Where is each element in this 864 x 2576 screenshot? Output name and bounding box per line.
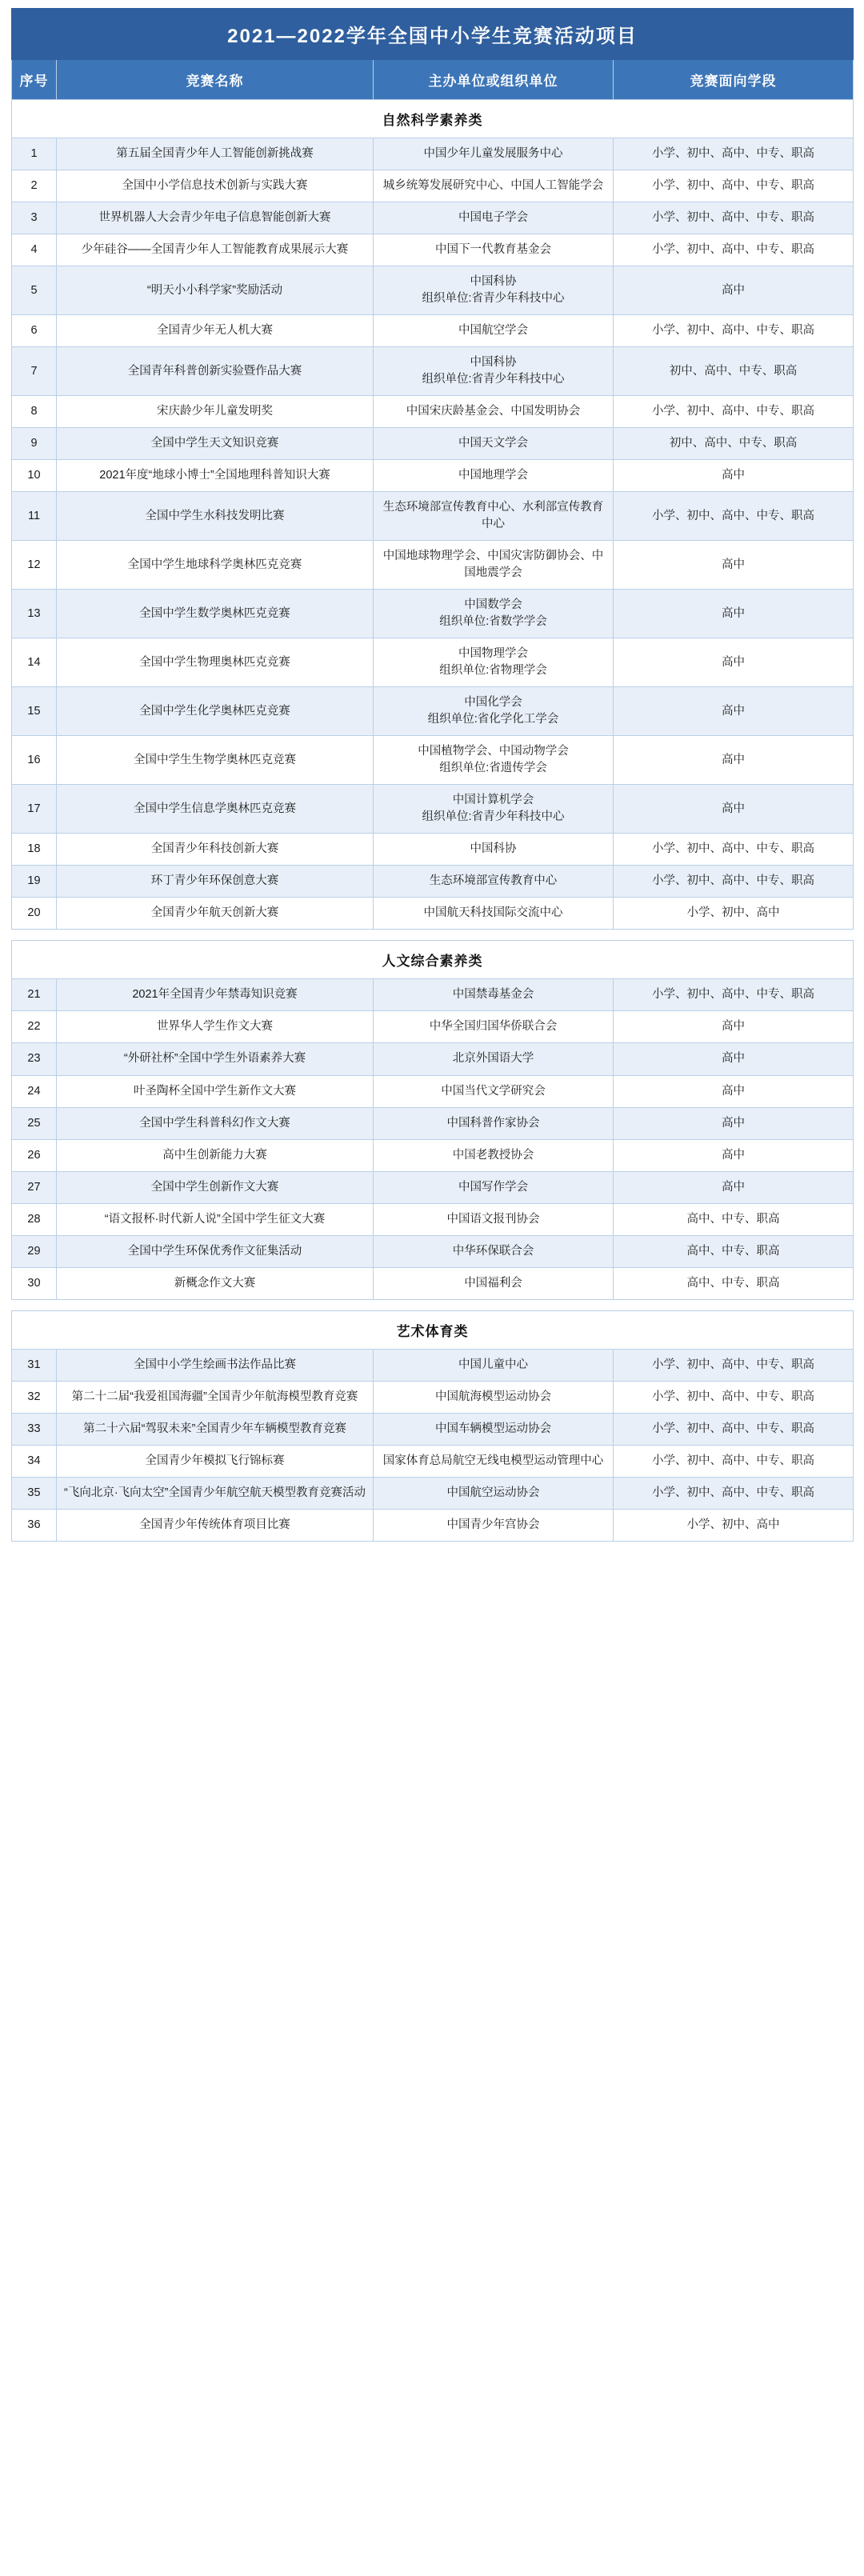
cell-面向学段: 小学、初中、高中、中专、职高: [614, 492, 854, 541]
cell-序号: 5: [12, 266, 57, 315]
cell-序号: 10: [12, 460, 57, 492]
cell-面向学段: 高中: [614, 1043, 854, 1075]
cell-序号: 19: [12, 866, 57, 898]
cell-竞赛名称: 全国中小学生绘画书法作品比赛: [57, 1349, 374, 1381]
cell-序号: 29: [12, 1235, 57, 1267]
cell-序号: 16: [12, 736, 57, 785]
table-row: [12, 428, 854, 460]
cell-主办单位: 北京外国语大学: [374, 1043, 614, 1075]
cell-面向学段: 高中: [614, 1171, 854, 1203]
cell-竞赛名称: 2021年全国青少年禁毒知识竞赛: [57, 979, 374, 1011]
table-row: [12, 1107, 854, 1139]
cell-序号: 14: [12, 638, 57, 687]
cell-主办单位: 生态环境部宣传教育中心: [374, 866, 614, 898]
cell-序号: 26: [12, 1139, 57, 1171]
column-header-stage: 竞赛面向学段: [614, 60, 854, 100]
section-heading: 艺术体育类: [12, 1310, 854, 1349]
cell-面向学段: 高中: [614, 266, 854, 315]
section-heading: 自然科学素养类: [12, 100, 854, 138]
cell-主办单位: 中国写作学会: [374, 1171, 614, 1203]
cell-主办单位: 中国老教授协会: [374, 1139, 614, 1171]
cell-主办单位: 中国当代文学研究会: [374, 1075, 614, 1107]
cell-竞赛名称: 宋庆龄少年儿童发明奖: [57, 396, 374, 428]
cell-竞赛名称: “明天小小科学家”奖励活动: [57, 266, 374, 315]
cell-主办单位: 国家体育总局航空无线电模型运动管理中心: [374, 1445, 614, 1477]
cell-竞赛名称: 全国中学生科普科幻作文大赛: [57, 1107, 374, 1139]
section-heading-row: [12, 100, 854, 138]
cell-竞赛名称: 世界华人学生作文大赛: [57, 1011, 374, 1043]
cell-序号: 35: [12, 1477, 57, 1509]
cell-面向学段: 小学、初中、高中、中专、职高: [614, 202, 854, 234]
cell-竞赛名称: 全国青少年模拟飞行锦标赛: [57, 1445, 374, 1477]
cell-主办单位: 城乡统筹发展研究中心、中国人工智能学会: [374, 170, 614, 202]
cell-主办单位: 中国航空学会: [374, 315, 614, 347]
cell-序号: 22: [12, 1011, 57, 1043]
competition-table: [11, 8, 854, 1542]
cell-面向学段: 初中、高中、中专、职高: [614, 428, 854, 460]
table-row: [12, 1235, 854, 1267]
table-row: [12, 1075, 854, 1107]
cell-主办单位: 中国禁毒基金会: [374, 979, 614, 1011]
cell-竞赛名称: 少年硅谷——全国青少年人工智能教育成果展示大赛: [57, 234, 374, 266]
cell-竞赛名称: “飞向北京·飞向太空”全国青少年航空航天模型教育竞赛活动: [57, 1477, 374, 1509]
cell-面向学段: 高中: [614, 736, 854, 785]
cell-竞赛名称: 全国中学生水科技发明比赛: [57, 492, 374, 541]
cell-序号: 12: [12, 541, 57, 590]
cell-竞赛名称: 全国中学生化学奥林匹克竞赛: [57, 687, 374, 736]
cell-面向学段: 高中: [614, 687, 854, 736]
table-row: [12, 1349, 854, 1381]
cell-序号: 25: [12, 1107, 57, 1139]
cell-主办单位: 中国计算机学会 组织单位:省青少年科技中心: [374, 785, 614, 834]
table-row: [12, 1381, 854, 1413]
cell-竞赛名称: 全国中学生信息学奥林匹克竞赛: [57, 785, 374, 834]
table-body: [12, 9, 854, 100]
cell-竞赛名称: “语文报杯·时代新人说”全国中学生征文大赛: [57, 1203, 374, 1235]
cell-面向学段: 高中: [614, 541, 854, 590]
cell-主办单位: 中国数学会 组织单位:省数学学会: [374, 590, 614, 638]
cell-序号: 1: [12, 138, 57, 170]
cell-面向学段: 高中: [614, 1139, 854, 1171]
table-header-row: [12, 60, 854, 100]
cell-面向学段: 高中: [614, 1107, 854, 1139]
cell-序号: 15: [12, 687, 57, 736]
cell-面向学段: 高中: [614, 785, 854, 834]
cell-主办单位: 中国天文学会: [374, 428, 614, 460]
section-spacer-cell: [12, 930, 854, 941]
cell-竞赛名称: 全国青少年航天创新大赛: [57, 898, 374, 930]
cell-主办单位: 中国电子学会: [374, 202, 614, 234]
cell-面向学段: 小学、初中、高中、中专、职高: [614, 979, 854, 1011]
column-header-no: 序号: [12, 60, 57, 100]
cell-序号: 24: [12, 1075, 57, 1107]
section-spacer: [12, 930, 854, 941]
cell-序号: 4: [12, 234, 57, 266]
cell-面向学段: 小学、初中、高中、中专、职高: [614, 1477, 854, 1509]
table-row: [12, 170, 854, 202]
cell-面向学段: 高中: [614, 590, 854, 638]
cell-竞赛名称: 全国青年科普创新实验暨作品大赛: [57, 347, 374, 396]
cell-竞赛名称: 全国中学生环保优秀作文征集活动: [57, 1235, 374, 1267]
table-row: [12, 234, 854, 266]
cell-序号: 32: [12, 1381, 57, 1413]
cell-竞赛名称: 全国中小学信息技术创新与实践大赛: [57, 170, 374, 202]
cell-序号: 31: [12, 1349, 57, 1381]
cell-面向学段: 小学、初中、高中、中专、职高: [614, 866, 854, 898]
cell-竞赛名称: 全国中学生生物学奥林匹克竞赛: [57, 736, 374, 785]
table-row: [12, 1203, 854, 1235]
cell-竞赛名称: 全国中学生数学奥林匹克竞赛: [57, 590, 374, 638]
table-row: [12, 1413, 854, 1445]
cell-竞赛名称: 全国中学生物理奥林匹克竞赛: [57, 638, 374, 687]
table-row: [12, 638, 854, 687]
cell-竞赛名称: 全国中学生创新作文大赛: [57, 1171, 374, 1203]
document-title-row: [12, 9, 854, 60]
cell-主办单位: 中国宋庆龄基金会、中国发明协会: [374, 396, 614, 428]
table-row: [12, 590, 854, 638]
cell-序号: 34: [12, 1445, 57, 1477]
cell-面向学段: 小学、初中、高中: [614, 1509, 854, 1541]
section-heading-row: [12, 941, 854, 979]
cell-主办单位: 中国科协 组织单位:省青少年科技中心: [374, 347, 614, 396]
cell-面向学段: 小学、初中、高中、中专、职高: [614, 234, 854, 266]
table-row: [12, 315, 854, 347]
cell-面向学段: 高中、中专、职高: [614, 1203, 854, 1235]
cell-主办单位: 中国青少年宫协会: [374, 1509, 614, 1541]
cell-序号: 23: [12, 1043, 57, 1075]
cell-面向学段: 小学、初中、高中、中专、职高: [614, 170, 854, 202]
cell-序号: 18: [12, 834, 57, 866]
cell-序号: 33: [12, 1413, 57, 1445]
cell-面向学段: 小学、初中、高中: [614, 898, 854, 930]
cell-序号: 3: [12, 202, 57, 234]
cell-竞赛名称: 世界机器人大会青少年电子信息智能创新大赛: [57, 202, 374, 234]
cell-主办单位: 中国下一代教育基金会: [374, 234, 614, 266]
cell-面向学段: 小学、初中、高中、中专、职高: [614, 138, 854, 170]
cell-竞赛名称: 全国青少年传统体育项目比赛: [57, 1509, 374, 1541]
cell-面向学段: 初中、高中、中专、职高: [614, 347, 854, 396]
cell-主办单位: 中国福利会: [374, 1267, 614, 1299]
cell-竞赛名称: 第二十二届“我爱祖国海疆”全国青少年航海模型教育竞赛: [57, 1381, 374, 1413]
table-row: [12, 138, 854, 170]
cell-竞赛名称: 2021年度“地球小博士”全国地理科普知识大赛: [57, 460, 374, 492]
cell-主办单位: 中国语文报刊协会: [374, 1203, 614, 1235]
cell-主办单位: 生态环境部宣传教育中心、水利部宣传教育中心: [374, 492, 614, 541]
cell-面向学段: 高中: [614, 460, 854, 492]
cell-主办单位: 中国少年儿童发展服务中心: [374, 138, 614, 170]
table-row: [12, 1011, 854, 1043]
table-row: [12, 1171, 854, 1203]
cell-序号: 27: [12, 1171, 57, 1203]
cell-面向学段: 小学、初中、高中、中专、职高: [614, 1381, 854, 1413]
table-row: [12, 460, 854, 492]
cell-竞赛名称: 高中生创新能力大赛: [57, 1139, 374, 1171]
cell-序号: 17: [12, 785, 57, 834]
cell-序号: 11: [12, 492, 57, 541]
cell-主办单位: 中华全国归国华侨联合会: [374, 1011, 614, 1043]
table-row: [12, 202, 854, 234]
cell-主办单位: 中国儿童中心: [374, 1349, 614, 1381]
cell-竞赛名称: 全国青少年科技创新大赛: [57, 834, 374, 866]
cell-主办单位: 中国航空运动协会: [374, 1477, 614, 1509]
cell-主办单位: 中国植物学会、中国动物学会 组织单位:省遗传学会: [374, 736, 614, 785]
table-row: [12, 492, 854, 541]
table-row: [12, 898, 854, 930]
table-row: [12, 785, 854, 834]
cell-序号: 36: [12, 1509, 57, 1541]
page-title: 2021—2022学年全国中小学生竞赛活动项目: [12, 9, 854, 60]
cell-竞赛名称: 全国中学生地球科学奥林匹克竞赛: [57, 541, 374, 590]
table-row: [12, 1509, 854, 1541]
cell-面向学段: 小学、初中、高中、中专、职高: [614, 834, 854, 866]
table-row: [12, 1139, 854, 1171]
cell-序号: 2: [12, 170, 57, 202]
cell-主办单位: 中国地理学会: [374, 460, 614, 492]
table-row: [12, 834, 854, 866]
section-spacer: [12, 1299, 854, 1310]
cell-序号: 13: [12, 590, 57, 638]
cell-主办单位: 中国车辆模型运动协会: [374, 1413, 614, 1445]
cell-面向学段: 高中: [614, 1075, 854, 1107]
table-rows-host: [12, 100, 854, 1542]
cell-序号: 21: [12, 979, 57, 1011]
cell-主办单位: 中华环保联合会: [374, 1235, 614, 1267]
cell-序号: 9: [12, 428, 57, 460]
cell-主办单位: 中国科协: [374, 834, 614, 866]
cell-面向学段: 小学、初中、高中、中专、职高: [614, 1413, 854, 1445]
cell-竞赛名称: 叶圣陶杯全国中学生新作文大赛: [57, 1075, 374, 1107]
cell-竞赛名称: 新概念作文大赛: [57, 1267, 374, 1299]
cell-主办单位: 中国物理学会 组织单位:省物理学会: [374, 638, 614, 687]
cell-序号: 28: [12, 1203, 57, 1235]
cell-面向学段: 小学、初中、高中、中专、职高: [614, 396, 854, 428]
cell-竞赛名称: 第五届全国青少年人工智能创新挑战赛: [57, 138, 374, 170]
cell-主办单位: 中国科普作家协会: [374, 1107, 614, 1139]
cell-序号: 7: [12, 347, 57, 396]
column-header-org: 主办单位或组织单位: [374, 60, 614, 100]
section-heading: 人文综合素养类: [12, 941, 854, 979]
table-row: [12, 687, 854, 736]
cell-主办单位: 中国航海模型运动协会: [374, 1381, 614, 1413]
cell-主办单位: 中国化学会 组织单位:省化学化工学会: [374, 687, 614, 736]
cell-竞赛名称: “外研社杯”全国中学生外语素养大赛: [57, 1043, 374, 1075]
cell-竞赛名称: 环丁青少年环保创意大赛: [57, 866, 374, 898]
section-spacer-cell: [12, 1299, 854, 1310]
cell-序号: 8: [12, 396, 57, 428]
table-row: [12, 1043, 854, 1075]
table-row: [12, 266, 854, 315]
cell-面向学段: 高中: [614, 638, 854, 687]
table-row: [12, 1445, 854, 1477]
cell-竞赛名称: 第二十六届“驾驭未来”全国青少年车辆模型教育竞赛: [57, 1413, 374, 1445]
cell-面向学段: 高中: [614, 1011, 854, 1043]
cell-竞赛名称: 全国青少年无人机大赛: [57, 315, 374, 347]
column-header-name: 竞赛名称: [57, 60, 374, 100]
table-row: [12, 1477, 854, 1509]
cell-竞赛名称: 全国中学生天文知识竞赛: [57, 428, 374, 460]
section-heading-row: [12, 1310, 854, 1349]
cell-面向学段: 高中、中专、职高: [614, 1235, 854, 1267]
cell-序号: 30: [12, 1267, 57, 1299]
cell-面向学段: 小学、初中、高中、中专、职高: [614, 315, 854, 347]
cell-主办单位: 中国地球物理学会、中国灾害防御协会、中国地震学会: [374, 541, 614, 590]
table-row: [12, 1267, 854, 1299]
cell-序号: 6: [12, 315, 57, 347]
cell-主办单位: 中国航天科技国际交流中心: [374, 898, 614, 930]
cell-面向学段: 小学、初中、高中、中专、职高: [614, 1445, 854, 1477]
table-row: [12, 866, 854, 898]
cell-主办单位: 中国科协 组织单位:省青少年科技中心: [374, 266, 614, 315]
table-row: [12, 396, 854, 428]
cell-序号: 20: [12, 898, 57, 930]
cell-面向学段: 小学、初中、高中、中专、职高: [614, 1349, 854, 1381]
table-row: [12, 541, 854, 590]
table-row: [12, 979, 854, 1011]
table-row: [12, 736, 854, 785]
table-row: [12, 347, 854, 396]
cell-面向学段: 高中、中专、职高: [614, 1267, 854, 1299]
